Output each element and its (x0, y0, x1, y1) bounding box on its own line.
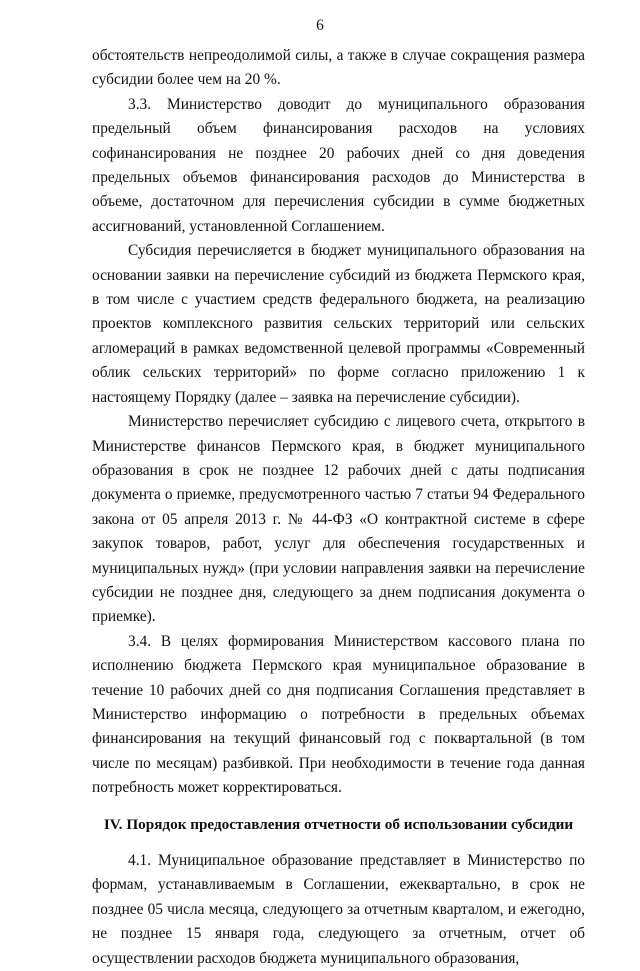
paragraph-3-4: 3.4. В целях формирования Министерством кассового плана по исполнению бюджета Пермского края муниципальное образование в течение 10 рабочих дней со дня подписания Соглашения представляет в Министерство информацию о потребности в предельных объемах финансирования на текущий финансовый год с поквартальной (в том числе по месяцам) разбивкой. При необходимости в течение года данная потребность может корректироваться. (92, 632, 585, 797)
page-number: 6 (316, 17, 324, 34)
paragraph-force-majeure: обстоятельств непреодолимой силы, а также в случае сокращения размера субсидии более чем на 20 %. (92, 47, 585, 89)
paragraph-3-3: 3.3. Министерство доводит до муниципального образования предельный объем финансирования расходов на условиях софинансирования не позднее 20 рабочих дней со дня доведения предельных объемов финансирования расходов до Министерства в объеме, достаточном для перечисления субсидии в сумме бюджетных ассигнований, установленной Соглашением. (92, 95, 585, 235)
paragraph-ministry-transfer: Министерство перечисляет субсидию с лицевого счета, открытого в Министерстве финансов Пермского края, в бюджет муниципального образования в срок не позднее 12 рабочих дней с даты подписания документа о приемке, предусмотренного частью 7 статьи 94 Федерального закона от 05 апреля 2013 г. № 44-ФЗ «О контрактной системе в сфере закупок товаров, работ, услуг для обеспечения государственных и муниципальных нужд» (при условии направления заявки на перечисление субсидии не позднее дня, следующего за днем подписания документа о приемке). (92, 413, 585, 626)
document-body (92, 44, 585, 971)
paragraph-4-1: 4.1. Муниципальное образование представляет в Министерство по формам, устанавливаемым в Соглашении, ежеквартально, в срок не позднее 05 числа месяца, следующего за отчетным кварталом, и ежегодно, не позднее 15 января года, следующего за отчетным, отчет об осуществлении расходов бюджета муниципального образования, (92, 852, 585, 967)
section-heading: IV. Порядок предоставления отчетности об использовании субсидии (103, 815, 574, 833)
paragraph-subsidy-transfer: Субсидия перечисляется в бюджет муниципального образования на основании заявки на перечисление субсидий из бюджета Пермского края, в том числе с участием средств федерального бюджета, на реализацию проектов комплексного развития сельских территорий или сельских агломераций в рамках ведомственной целевой программы «Современный облик сельских территорий» по форме согласно приложению 1 к настоящему Порядку (далее – заявка на перечисление субсидии). (92, 242, 585, 406)
